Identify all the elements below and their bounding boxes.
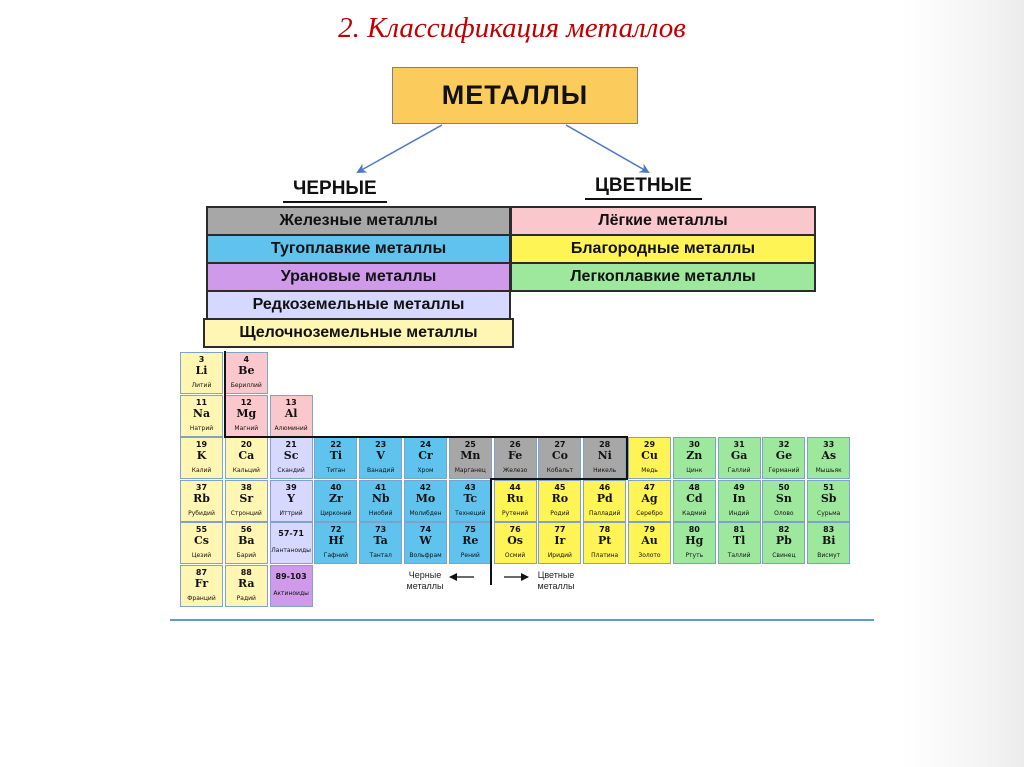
element-name: Никель — [593, 467, 617, 475]
element-name: Гафний — [323, 552, 348, 560]
element-name: Алюминий — [274, 424, 308, 432]
element-symbol: Zn — [686, 449, 703, 463]
divider-line — [490, 478, 492, 585]
element-name: Лантаноиды — [271, 547, 311, 555]
element-cell — [807, 480, 850, 522]
element-name: Хром — [417, 467, 434, 475]
element-symbol: Co — [551, 449, 568, 463]
element-cell — [628, 522, 671, 564]
element-number: 45 — [554, 482, 566, 492]
category-label: Легкоплавкие металлы — [570, 268, 756, 285]
category-label: Благородные металлы — [570, 240, 756, 257]
category-iron-metals — [206, 206, 511, 236]
element-symbol: Cd — [686, 491, 703, 505]
category-label: Тугоплавкие металлы — [270, 240, 447, 257]
element-symbol: Os — [507, 534, 523, 548]
element-name: Актиноиды — [273, 590, 309, 597]
element-cell — [359, 437, 402, 479]
element-name: Натрий — [189, 424, 214, 432]
element-symbol: Na — [192, 406, 211, 420]
element-number: 75 — [464, 525, 476, 535]
element-symbol: Fe — [507, 449, 523, 463]
element-cell — [404, 437, 447, 479]
element-number: 43 — [464, 482, 476, 492]
element-symbol: Y — [287, 491, 296, 505]
element-number: 23 — [375, 440, 387, 450]
element-cell — [449, 522, 492, 564]
nonferrous-heading: ЦВЕТНЫЕ — [585, 175, 702, 200]
element-name: Радий — [236, 595, 256, 602]
element-number: 4 — [243, 355, 250, 364]
element-name: Магний — [234, 424, 259, 432]
element-name: Медь — [641, 467, 658, 475]
element-cell — [180, 395, 223, 437]
element-name: Германий — [768, 467, 800, 475]
category-label: Железные металлы — [279, 212, 438, 229]
element-name: Мышьяк — [815, 467, 842, 475]
category-fusible-metals — [510, 262, 816, 292]
element-symbol: As — [821, 449, 837, 463]
element-cell — [180, 522, 223, 564]
element-cell — [538, 522, 581, 564]
element-cell — [225, 395, 268, 437]
element-symbol: Pt — [598, 534, 612, 548]
category-light-metals — [510, 206, 816, 236]
category-label: Урановые металлы — [280, 268, 437, 285]
element-cell — [359, 522, 402, 564]
element-number: 55 — [195, 525, 208, 535]
element-number: 24 — [419, 440, 432, 450]
element-cell — [494, 437, 537, 479]
element-symbol: Sc — [283, 449, 299, 463]
element-name: Барий — [236, 552, 256, 560]
element-name: Индий — [728, 509, 750, 517]
element-number: 39 — [285, 482, 297, 492]
element-symbol: Ca — [238, 449, 255, 463]
element-symbol: Sb — [820, 491, 837, 505]
element-cell — [270, 437, 313, 479]
element-number: 57-71 — [278, 529, 304, 539]
element-cell — [225, 437, 268, 479]
element-number: 73 — [375, 525, 387, 535]
divider-line — [224, 436, 627, 438]
legend-nonferrous-label: Цветные металлы — [537, 570, 575, 591]
category-refractory-metals — [206, 234, 511, 264]
element-name: Стронций — [230, 509, 262, 517]
element-symbol: Be — [238, 364, 255, 377]
element-number: 3 — [198, 355, 205, 364]
element-symbol: Nb — [371, 491, 390, 505]
element-name: Осмий — [504, 552, 526, 560]
element-number: 79 — [643, 525, 656, 535]
element-symbol: V — [376, 449, 385, 463]
element-name: Технеций — [455, 509, 486, 517]
element-name: Марганец — [454, 467, 486, 475]
category-label: Щелочноземельные металлы — [239, 324, 478, 341]
element-number: 21 — [285, 440, 297, 450]
element-cell — [807, 522, 850, 564]
element-symbol: Pd — [596, 491, 613, 505]
element-name: Рубидий — [188, 509, 215, 517]
element-cell — [583, 437, 626, 479]
element-symbol: Ra — [238, 577, 255, 590]
element-name: Свинец — [772, 552, 796, 560]
category-label: Лёгкие металлы — [598, 212, 728, 229]
element-cell — [449, 480, 492, 522]
element-number: 38 — [240, 482, 252, 492]
element-number: 80 — [688, 525, 700, 535]
category-uranium-metals — [206, 262, 511, 292]
element-name: Серебро — [636, 509, 663, 517]
element-cell — [180, 437, 223, 479]
element-symbol: Cu — [641, 449, 658, 463]
element-number: 47 — [643, 482, 656, 492]
element-name: Золото — [638, 552, 661, 560]
element-name: Кальций — [232, 467, 260, 475]
element-number: 82 — [778, 525, 790, 535]
element-symbol: Al — [284, 406, 298, 420]
element-symbol: Re — [462, 534, 479, 548]
element-symbol: Ru — [506, 491, 524, 505]
element-symbol: K — [196, 449, 207, 463]
element-symbol: Mn — [460, 449, 481, 463]
element-symbol: Li — [195, 364, 208, 377]
element-cell — [270, 565, 313, 607]
element-number: 29 — [643, 440, 656, 450]
arrow-to-nonferrous — [566, 125, 648, 172]
element-symbol: Ga — [730, 449, 748, 463]
element-cell — [359, 480, 402, 522]
element-name: Железо — [502, 467, 528, 475]
element-cell — [494, 522, 537, 564]
element-symbol: Sr — [239, 491, 254, 505]
element-name: Кадмий — [682, 509, 707, 517]
element-cell — [673, 480, 716, 522]
element-symbol: Ti — [329, 449, 343, 463]
element-cell — [762, 522, 805, 564]
element-number: 46 — [599, 482, 611, 492]
element-symbol: Fr — [194, 577, 209, 590]
element-symbol: Sn — [775, 491, 792, 505]
element-number: 13 — [285, 397, 297, 407]
element-cell — [718, 522, 761, 564]
element-name: Литий — [191, 382, 212, 389]
element-symbol: Tc — [463, 491, 478, 505]
element-cell — [628, 480, 671, 522]
element-symbol: Cs — [194, 534, 209, 548]
element-cell — [718, 480, 761, 522]
element-cell — [673, 522, 716, 564]
element-name: Цезий — [191, 552, 212, 560]
element-number: 48 — [688, 482, 700, 492]
element-name: Цирконий — [320, 509, 352, 517]
element-cell — [225, 522, 268, 564]
arrow-to-ferrous — [358, 125, 442, 172]
element-number: 33 — [823, 440, 835, 450]
element-cell — [404, 522, 447, 564]
element-cell — [762, 480, 805, 522]
element-number: 20 — [240, 440, 252, 450]
element-symbol: Ge — [775, 449, 793, 463]
element-cell — [583, 522, 626, 564]
element-cell — [314, 437, 357, 479]
element-name: Бериллий — [230, 382, 262, 389]
element-number: 83 — [823, 525, 835, 535]
element-symbol: Ta — [373, 534, 388, 548]
element-cell — [180, 565, 223, 607]
element-symbol: W — [419, 534, 432, 548]
category-noble-metals — [510, 234, 816, 264]
element-symbol: Ag — [641, 491, 658, 505]
ferrous-heading: ЧЕРНЫЕ — [283, 178, 387, 203]
element-number: 25 — [464, 440, 476, 450]
element-symbol: Cr — [418, 449, 433, 463]
element-number: 49 — [733, 482, 745, 492]
element-number: 30 — [688, 440, 700, 450]
element-cell — [225, 352, 268, 394]
element-name: Сурьма — [817, 509, 841, 517]
element-number: 81 — [733, 525, 745, 535]
legend-ferrous-label: Черные металлы — [406, 570, 444, 591]
element-name: Цинк — [686, 467, 703, 475]
divider-line — [224, 351, 226, 438]
element-number: 31 — [733, 440, 745, 450]
element-number: 50 — [778, 482, 790, 492]
element-name: Скандий — [277, 467, 305, 475]
element-name: Висмут — [817, 552, 841, 560]
element-name: Тантал — [369, 552, 392, 560]
element-number: 88 — [240, 568, 252, 577]
element-symbol: Hg — [685, 534, 704, 548]
element-name: Платина — [591, 552, 619, 560]
element-symbol: Rb — [193, 491, 210, 505]
element-name: Молибден — [409, 509, 442, 517]
element-name: Рений — [460, 552, 480, 560]
element-name: Калий — [191, 467, 212, 475]
element-number: 77 — [554, 525, 566, 535]
element-cell — [538, 480, 581, 522]
element-number: 44 — [509, 482, 521, 492]
bottom-rule — [170, 619, 874, 621]
element-symbol: Mo — [415, 491, 436, 505]
element-cell — [404, 480, 447, 522]
element-name: Иттрий — [279, 509, 303, 517]
element-symbol: In — [732, 491, 746, 505]
element-symbol: Ro — [551, 491, 569, 505]
element-cell — [270, 480, 313, 522]
element-number: 12 — [240, 397, 252, 407]
element-cell — [314, 480, 357, 522]
element-cell — [673, 437, 716, 479]
element-symbol: Ni — [597, 449, 612, 463]
element-number: 22 — [330, 440, 342, 450]
element-symbol: Pb — [775, 534, 792, 548]
element-symbol: Mg — [236, 406, 257, 420]
element-symbol: Zr — [328, 491, 343, 505]
element-symbol: Au — [641, 534, 658, 548]
element-cell — [762, 437, 805, 479]
element-name: Кобальт — [546, 467, 573, 475]
element-cell — [270, 395, 313, 437]
element-number: 32 — [778, 440, 790, 450]
slide-title: 2. Классификация металлов — [338, 12, 686, 44]
element-name: Франций — [187, 595, 216, 602]
element-symbol: Hf — [328, 534, 344, 548]
element-number: 74 — [419, 525, 432, 535]
element-cell — [807, 437, 850, 479]
element-number: 40 — [330, 482, 342, 492]
divider-line — [626, 436, 628, 479]
element-cell — [494, 480, 537, 522]
element-name: Галлий — [727, 467, 751, 475]
element-name: Вольфрам — [409, 552, 442, 560]
element-number: 51 — [823, 482, 835, 492]
metals-root-label: МЕТАЛЛЫ — [441, 80, 589, 110]
element-number: 76 — [509, 525, 521, 535]
element-name: Титан — [326, 467, 346, 475]
element-cell — [628, 437, 671, 479]
element-number: 27 — [554, 440, 566, 450]
element-cell — [449, 437, 492, 479]
element-cell — [718, 437, 761, 479]
element-name: Рутений — [502, 509, 529, 517]
element-name: Ртуть — [685, 552, 704, 560]
element-symbol: Ir — [554, 534, 566, 548]
element-cell — [583, 480, 626, 522]
element-name: Таллий — [727, 552, 751, 560]
element-cell — [538, 437, 581, 479]
category-alkaline-earth-metals — [203, 318, 514, 348]
element-number: 87 — [195, 568, 208, 577]
divider-line — [491, 478, 628, 480]
element-name: Родий — [550, 509, 570, 517]
element-symbol: Ba — [238, 534, 255, 548]
element-number: 19 — [195, 440, 208, 450]
element-number: 11 — [195, 397, 208, 407]
element-number: 89-103 — [275, 572, 307, 581]
element-number: 37 — [195, 482, 208, 492]
element-cell — [225, 480, 268, 522]
element-symbol: Tl — [732, 534, 746, 548]
element-number: 78 — [599, 525, 611, 535]
element-cell — [270, 522, 313, 564]
element-name: Ниобий — [368, 509, 393, 517]
element-number: 42 — [419, 482, 432, 492]
element-number: 72 — [330, 525, 342, 535]
element-number: 41 — [375, 482, 387, 492]
element-name: Олово — [774, 509, 794, 517]
element-number: 26 — [509, 440, 521, 450]
element-cell — [225, 565, 268, 607]
element-cell — [180, 352, 223, 394]
element-symbol: Bi — [821, 534, 836, 548]
category-rare-earth-metals — [206, 290, 511, 320]
element-number: 56 — [240, 525, 252, 535]
element-name: Иридий — [547, 552, 572, 560]
element-name: Палладий — [588, 509, 621, 517]
element-cell — [314, 522, 357, 564]
element-name: Ванадий — [367, 467, 395, 475]
element-number: 28 — [599, 440, 611, 450]
category-label: Редкоземельные металлы — [252, 296, 465, 313]
element-cell — [180, 480, 223, 522]
